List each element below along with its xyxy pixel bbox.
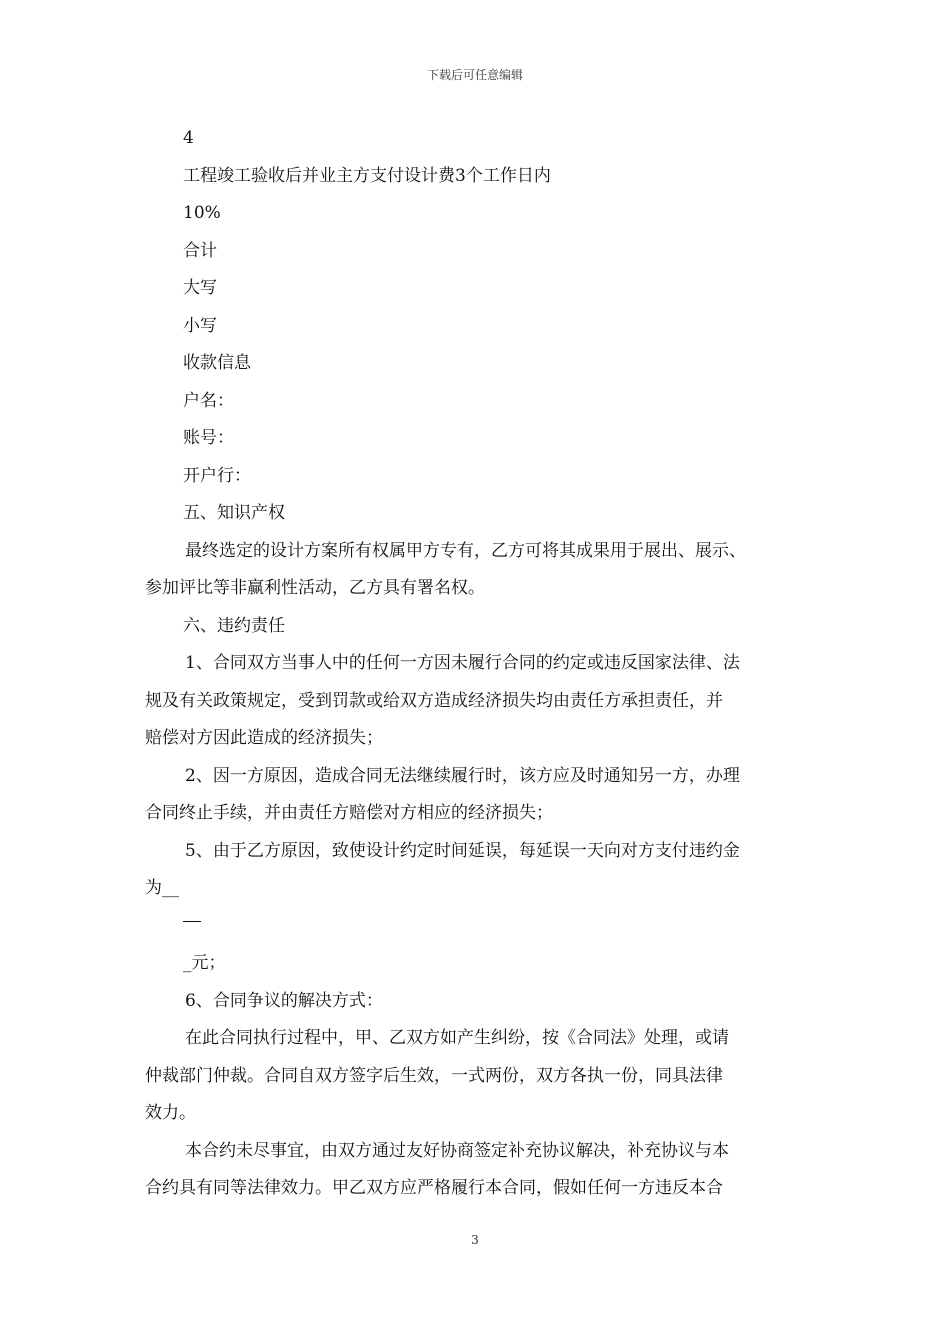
clause-1-line-3: 赔偿对方因此造成的经济损失； xyxy=(145,728,383,748)
clause-5-line-2: 为__ xyxy=(145,878,179,898)
blank-underline xyxy=(183,921,201,922)
blank-fill-line xyxy=(145,908,810,946)
bank-label: 开户行： xyxy=(183,465,251,486)
table-cell-total-label: 合计 xyxy=(183,240,217,261)
clause-2-line-2: 合同终止手续，并由责任方赔偿对方相应的经济损失； xyxy=(145,803,553,823)
document-body xyxy=(145,120,810,1208)
clause-5-line-1: 5、由于乙方原因，致使设计约定时间延误，每延误一天向对方支付违约金 xyxy=(185,840,740,861)
account-name-label: 户名： xyxy=(183,390,234,411)
section-heading-ip: 五、知识产权 xyxy=(183,503,285,523)
clause-2-line-1: 2、因一方原因，造成合同无法继续履行时，该方应及时通知另一方，办理 xyxy=(185,765,740,786)
paragraph-ip-line-2: 参加评比等非赢利性活动，乙方具有署名权。 xyxy=(145,578,485,598)
paragraph-ip-line-1: 最终选定的设计方案所有权属甲方专有，乙方可将其成果用于展出、展示、 xyxy=(185,540,746,561)
payee-info-heading: 收款信息 xyxy=(183,353,251,373)
table-cell-item-number: 4 xyxy=(183,128,194,148)
table-cell-payment-ratio: 10% xyxy=(183,203,221,223)
clause-1-line-1: 1、合同双方当事人中的任何一方因未履行合同的约定或违反国家法律、法 xyxy=(185,653,740,673)
clause-5-line-3: _元； xyxy=(183,953,226,973)
page-header: 下载后可任意编辑 xyxy=(426,68,523,82)
table-cell-payment-stage: 工程竣工验收后并业主方支付设计费3个工作日内 xyxy=(183,165,551,186)
dispute-paragraph-line-1: 在此合同执行过程中，甲、乙双方如产生纠纷，按《合同法》处理，或请 xyxy=(185,1028,729,1048)
supplement-paragraph-line-1: 本合约未尽事宜，由双方通过友好协商签定补充协议解决，补充协议与本 xyxy=(185,1140,729,1161)
account-number-label: 账号： xyxy=(183,428,234,448)
dispute-paragraph-line-2: 仲裁部门仲裁。合同自双方签字后生效，一式两份，双方各执一份，同具法律 xyxy=(145,1065,723,1086)
clause-1-line-2: 规及有关政策规定，受到罚款或给双方造成经济损失均由责任方承担责任，并 xyxy=(145,690,723,711)
table-cell-uppercase-label: 大写 xyxy=(183,278,217,298)
page-number: 3 xyxy=(471,1233,479,1247)
supplement-paragraph-line-2: 合约具有同等法律效力。甲乙双方应严格履行本合同，假如任何一方违反本合 xyxy=(145,1178,723,1198)
clause-6-heading: 6、合同争议的解决方式： xyxy=(185,990,383,1011)
dispute-paragraph-line-3: 效力。 xyxy=(145,1103,196,1123)
table-cell-lowercase-label: 小写 xyxy=(183,315,217,336)
section-heading-liability: 六、违约责任 xyxy=(183,615,285,636)
